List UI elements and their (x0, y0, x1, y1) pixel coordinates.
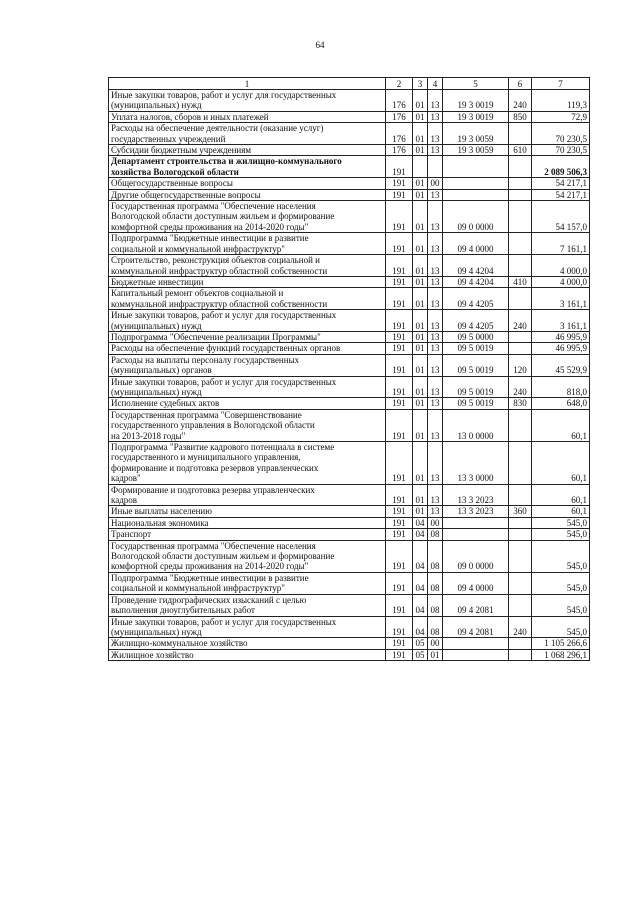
row-target-article: 09 4 0000 (443, 572, 509, 594)
row-grbs-code: 176 (386, 123, 413, 145)
row-target-article (443, 178, 509, 189)
row-name: Подпрограмма "Бюджетные инвестиции в развитие социальной и коммунальной инфраструктур" (109, 572, 386, 594)
row-subsection-code: 13 (428, 442, 443, 485)
table-row (109, 343, 590, 354)
row-subsection-code: 08 (428, 594, 443, 616)
row-expense-type: 610 (509, 145, 532, 156)
row-name: Субсидии бюджетным учреждениям (109, 145, 386, 156)
row-name: Транспорт (109, 529, 386, 540)
row-amount: 2 089 506,3 (532, 156, 590, 178)
row-subsection-code: 00 (428, 517, 443, 528)
table-row (109, 331, 590, 342)
row-subsection-code: 08 (428, 529, 443, 540)
row-target-article: 09 0 0000 (443, 540, 509, 572)
row-target-article: 13 3 2023 (443, 506, 509, 517)
row-grbs-code: 191 (386, 649, 413, 660)
row-amount: 545,0 (532, 529, 590, 540)
row-target-article: 19 3 0019 (443, 111, 509, 122)
row-subsection-code: 13 (428, 310, 443, 332)
table-row (109, 123, 590, 145)
row-expense-type (509, 288, 532, 310)
row-name: Капитальный ремонт объектов социальной и коммунальной инфраструктур областной собственности (109, 288, 386, 310)
row-target-article: 09 5 0019 (443, 398, 509, 409)
row-section-code: 01 (413, 255, 428, 277)
row-subsection-code: 13 (428, 233, 443, 255)
table-row (109, 310, 590, 332)
row-amount: 72,9 (532, 111, 590, 122)
row-amount: 545,0 (532, 616, 590, 638)
row-amount: 545,0 (532, 517, 590, 528)
row-target-article: 09 5 0000 (443, 331, 509, 342)
row-subsection-code: 08 (428, 540, 443, 572)
row-expense-type (509, 123, 532, 145)
table-row (109, 506, 590, 517)
row-section-code: 05 (413, 638, 428, 649)
row-name: Проведение гидрографических изысканий с целью выполнения дноуглубительных работ (109, 594, 386, 616)
table-row (109, 484, 590, 506)
row-amount: 4 000,0 (532, 276, 590, 287)
row-grbs-code: 191 (386, 343, 413, 354)
row-section-code: 01 (413, 288, 428, 310)
row-grbs-code: 191 (386, 594, 413, 616)
table-row (109, 178, 590, 189)
row-amount: 45 529,9 (532, 354, 590, 376)
row-grbs-code: 191 (386, 442, 413, 485)
row-target-article (443, 649, 509, 660)
row-expense-type: 120 (509, 354, 532, 376)
row-grbs-code: 191 (386, 276, 413, 287)
row-amount: 545,0 (532, 594, 590, 616)
header-col-3: 3 (413, 78, 428, 90)
row-name: Государственная программа "Обеспечение населения Вологодской области доступным жильем и формирование комфортной среды проживания на 2014-2020 годы" (109, 201, 386, 233)
row-subsection-code: 13 (428, 145, 443, 156)
row-subsection-code: 13 (428, 343, 443, 354)
table-row (109, 616, 590, 638)
table-row (109, 255, 590, 277)
row-grbs-code: 191 (386, 233, 413, 255)
row-grbs-code: 191 (386, 376, 413, 398)
header-row (109, 78, 590, 90)
row-subsection-code: 08 (428, 572, 443, 594)
row-grbs-code: 191 (386, 331, 413, 342)
row-section-code: 01 (413, 343, 428, 354)
row-amount: 3 161,1 (532, 310, 590, 332)
row-name: Государственная программа "Совершенствование государственного управления в Вологодской области на 2013-2018 годы" (109, 409, 386, 441)
row-subsection-code: 01 (428, 649, 443, 660)
row-section-code: 04 (413, 616, 428, 638)
row-section-code: 01 (413, 442, 428, 485)
row-grbs-code: 191 (386, 638, 413, 649)
row-name: Формирование и подготовка резерва управленческих кадров (109, 484, 386, 506)
row-subsection-code: 13 (428, 376, 443, 398)
row-expense-type: 240 (509, 376, 532, 398)
row-name: Подпрограмма "Бюджетные инвестиции в развитие социальной и коммунальной инфраструктур" (109, 233, 386, 255)
row-name: Общегосударственные вопросы (109, 178, 386, 189)
row-name: Уплата налогов, сборов и иных платежей (109, 111, 386, 122)
table-row (109, 638, 590, 649)
row-amount: 60,1 (532, 484, 590, 506)
row-target-article (443, 529, 509, 540)
row-expense-type (509, 343, 532, 354)
row-grbs-code: 191 (386, 409, 413, 441)
row-section-code: 01 (413, 409, 428, 441)
row-section-code: 04 (413, 517, 428, 528)
row-section-code: 01 (413, 189, 428, 200)
row-grbs-code: 191 (386, 529, 413, 540)
table-row (109, 409, 590, 441)
row-amount: 60,1 (532, 409, 590, 441)
row-section-code: 01 (413, 398, 428, 409)
row-amount: 3 161,1 (532, 288, 590, 310)
row-expense-type: 240 (509, 310, 532, 332)
table-row (109, 398, 590, 409)
row-name: Национальная экономика (109, 517, 386, 528)
row-grbs-code: 191 (386, 310, 413, 332)
row-amount: 7 161,1 (532, 233, 590, 255)
row-amount: 54 157,0 (532, 201, 590, 233)
header-col-7: 7 (532, 78, 590, 90)
row-amount: 818,0 (532, 376, 590, 398)
row-subsection-code: 08 (428, 616, 443, 638)
row-expense-type (509, 233, 532, 255)
row-subsection-code: 13 (428, 123, 443, 145)
row-name: Жилищно-коммунальное хозяйство (109, 638, 386, 649)
row-expense-type (509, 529, 532, 540)
row-target-article: 19 3 0059 (443, 145, 509, 156)
row-section-code: 01 (413, 310, 428, 332)
row-section-code: 01 (413, 331, 428, 342)
row-section-code: 01 (413, 276, 428, 287)
row-subsection-code: 00 (428, 178, 443, 189)
row-section-code: 01 (413, 145, 428, 156)
row-amount: 1 105 266,6 (532, 638, 590, 649)
row-subsection-code: 13 (428, 484, 443, 506)
row-target-article: 09 5 0019 (443, 376, 509, 398)
row-name: Иные выплаты населению (109, 506, 386, 517)
row-expense-type (509, 442, 532, 485)
row-section-code: 01 (413, 354, 428, 376)
row-section-code: 01 (413, 201, 428, 233)
table-row (109, 233, 590, 255)
row-grbs-code: 191 (386, 506, 413, 517)
table-row (109, 201, 590, 233)
row-name: Расходы на обеспечение деятельности (оказание услуг) государственных учреждений (109, 123, 386, 145)
header-col-2: 2 (386, 78, 413, 90)
table-row (109, 90, 590, 112)
table-row (109, 145, 590, 156)
header-col-1: 1 (109, 78, 386, 90)
row-expense-type (509, 594, 532, 616)
row-subsection-code: 13 (428, 354, 443, 376)
row-expense-type (509, 638, 532, 649)
row-expense-type (509, 572, 532, 594)
row-grbs-code: 191 (386, 354, 413, 376)
row-amount: 54 217,1 (532, 178, 590, 189)
row-expense-type (509, 189, 532, 200)
row-section-code: 04 (413, 529, 428, 540)
row-amount: 545,0 (532, 572, 590, 594)
row-subsection-code: 13 (428, 409, 443, 441)
budget-table (108, 77, 590, 661)
row-expense-type (509, 156, 532, 178)
row-amount: 46 995,9 (532, 343, 590, 354)
row-section-code (413, 156, 428, 178)
row-expense-type (509, 409, 532, 441)
row-subsection-code (428, 156, 443, 178)
row-expense-type (509, 649, 532, 660)
row-amount: 60,1 (532, 442, 590, 485)
row-expense-type: 360 (509, 506, 532, 517)
row-subsection-code: 13 (428, 331, 443, 342)
row-section-code: 04 (413, 540, 428, 572)
row-expense-type: 410 (509, 276, 532, 287)
row-name: Бюджетные инвестиции (109, 276, 386, 287)
row-name: Государственная программа "Обеспечение населения Вологодской области доступным жильем и формирование комфортной среды проживания на 2014-2020 годы" (109, 540, 386, 572)
row-section-code: 01 (413, 123, 428, 145)
row-target-article: 13 3 2023 (443, 484, 509, 506)
row-name: Другие общегосударственные вопросы (109, 189, 386, 200)
row-target-article: 09 4 2081 (443, 616, 509, 638)
row-subsection-code: 13 (428, 255, 443, 277)
row-grbs-code: 191 (386, 178, 413, 189)
row-section-code: 05 (413, 649, 428, 660)
row-name: Подпрограмма "Обеспечение реализации Программы" (109, 331, 386, 342)
row-grbs-code: 191 (386, 484, 413, 506)
row-grbs-code: 191 (386, 517, 413, 528)
table-row (109, 442, 590, 485)
row-target-article: 19 3 0059 (443, 123, 509, 145)
table-row (109, 354, 590, 376)
row-target-article: 09 4 2081 (443, 594, 509, 616)
row-section-code: 04 (413, 594, 428, 616)
row-target-article (443, 156, 509, 178)
row-amount: 545,0 (532, 540, 590, 572)
row-expense-type: 830 (509, 398, 532, 409)
row-subsection-code: 13 (428, 398, 443, 409)
row-section-code: 01 (413, 376, 428, 398)
row-grbs-code: 191 (386, 201, 413, 233)
table-row (109, 276, 590, 287)
row-target-article: 09 4 4205 (443, 310, 509, 332)
table-row (109, 288, 590, 310)
row-amount: 648,0 (532, 398, 590, 409)
row-amount: 70 230,5 (532, 145, 590, 156)
row-amount: 1 068 296,1 (532, 649, 590, 660)
row-name: Жилищное хозяйство (109, 649, 386, 660)
row-expense-type (509, 178, 532, 189)
row-name: Подпрограмма "Развитие кадрового потенциала в системе государственного и муниципального управления, формирование и подготовка резервов управленческих кадров" (109, 442, 386, 485)
row-expense-type (509, 484, 532, 506)
row-name: Расходы на выплаты персоналу государственных (муниципальных) органов (109, 354, 386, 376)
row-target-article: 19 3 0019 (443, 90, 509, 112)
header-col-4: 4 (428, 78, 443, 90)
row-grbs-code: 191 (386, 189, 413, 200)
row-name: Иные закупки товаров, работ и услуг для государственных (муниципальных) нужд (109, 616, 386, 638)
row-grbs-code: 176 (386, 111, 413, 122)
row-subsection-code: 13 (428, 506, 443, 517)
row-expense-type (509, 331, 532, 342)
row-name: Иные закупки товаров, работ и услуг для государственных (муниципальных) нужд (109, 376, 386, 398)
row-subsection-code: 13 (428, 90, 443, 112)
row-grbs-code: 191 (386, 156, 413, 178)
row-section-code: 01 (413, 484, 428, 506)
row-name: Строительство, реконструкция объектов социальной и коммунальной инфраструктур областной собственности (109, 255, 386, 277)
row-target-article: 09 0 0000 (443, 201, 509, 233)
table-row (109, 594, 590, 616)
row-grbs-code: 191 (386, 288, 413, 310)
row-amount: 70 230,5 (532, 123, 590, 145)
row-target-article: 09 5 0019 (443, 354, 509, 376)
row-amount: 119,3 (532, 90, 590, 112)
row-target-article (443, 517, 509, 528)
row-grbs-code: 191 (386, 540, 413, 572)
row-target-article: 09 4 4204 (443, 255, 509, 277)
row-expense-type (509, 517, 532, 528)
page-number: 64 (315, 40, 325, 50)
row-target-article: 09 4 4204 (443, 276, 509, 287)
row-target-article: 09 4 4205 (443, 288, 509, 310)
row-grbs-code: 191 (386, 398, 413, 409)
table-row (109, 649, 590, 660)
row-name: Расходы на обеспечение функций государственных органов (109, 343, 386, 354)
table-row (109, 529, 590, 540)
row-section-code: 01 (413, 90, 428, 112)
row-grbs-code: 191 (386, 572, 413, 594)
table-row (109, 572, 590, 594)
row-name: Исполнение судебных актов (109, 398, 386, 409)
table-row (109, 156, 590, 178)
row-amount: 54 217,1 (532, 189, 590, 200)
table-row (109, 111, 590, 122)
row-target-article (443, 638, 509, 649)
header-col-5: 5 (443, 78, 509, 90)
row-name: Иные закупки товаров, работ и услуг для государственных (муниципальных) нужд (109, 90, 386, 112)
row-amount: 46 995,9 (532, 331, 590, 342)
table-row (109, 376, 590, 398)
row-subsection-code: 13 (428, 288, 443, 310)
row-target-article: 13 0 0000 (443, 409, 509, 441)
header-col-6: 6 (509, 78, 532, 90)
row-section-code: 01 (413, 233, 428, 255)
row-subsection-code: 13 (428, 276, 443, 287)
row-subsection-code: 13 (428, 189, 443, 200)
row-grbs-code: 191 (386, 255, 413, 277)
row-section-code: 01 (413, 111, 428, 122)
row-name: Департамент строительства и жилищно-коммунального хозяйства Вологодской области (109, 156, 386, 178)
row-expense-type: 240 (509, 90, 532, 112)
row-subsection-code: 13 (428, 201, 443, 233)
row-expense-type (509, 201, 532, 233)
row-target-article (443, 189, 509, 200)
row-grbs-code: 176 (386, 90, 413, 112)
table-row (109, 540, 590, 572)
row-section-code: 04 (413, 572, 428, 594)
row-subsection-code: 13 (428, 111, 443, 122)
row-section-code: 01 (413, 178, 428, 189)
row-target-article: 09 4 0000 (443, 233, 509, 255)
row-amount: 4 000,0 (532, 255, 590, 277)
row-expense-type (509, 540, 532, 572)
row-name: Иные закупки товаров, работ и услуг для государственных (муниципальных) нужд (109, 310, 386, 332)
row-target-article: 09 5 0019 (443, 343, 509, 354)
row-expense-type (509, 255, 532, 277)
row-expense-type: 240 (509, 616, 532, 638)
row-target-article: 13 3 0000 (443, 442, 509, 485)
row-amount: 60,1 (532, 506, 590, 517)
row-grbs-code: 191 (386, 616, 413, 638)
table-row (109, 189, 590, 200)
row-grbs-code: 176 (386, 145, 413, 156)
row-section-code: 01 (413, 506, 428, 517)
row-subsection-code: 00 (428, 638, 443, 649)
row-expense-type: 850 (509, 111, 532, 122)
table-row (109, 517, 590, 528)
